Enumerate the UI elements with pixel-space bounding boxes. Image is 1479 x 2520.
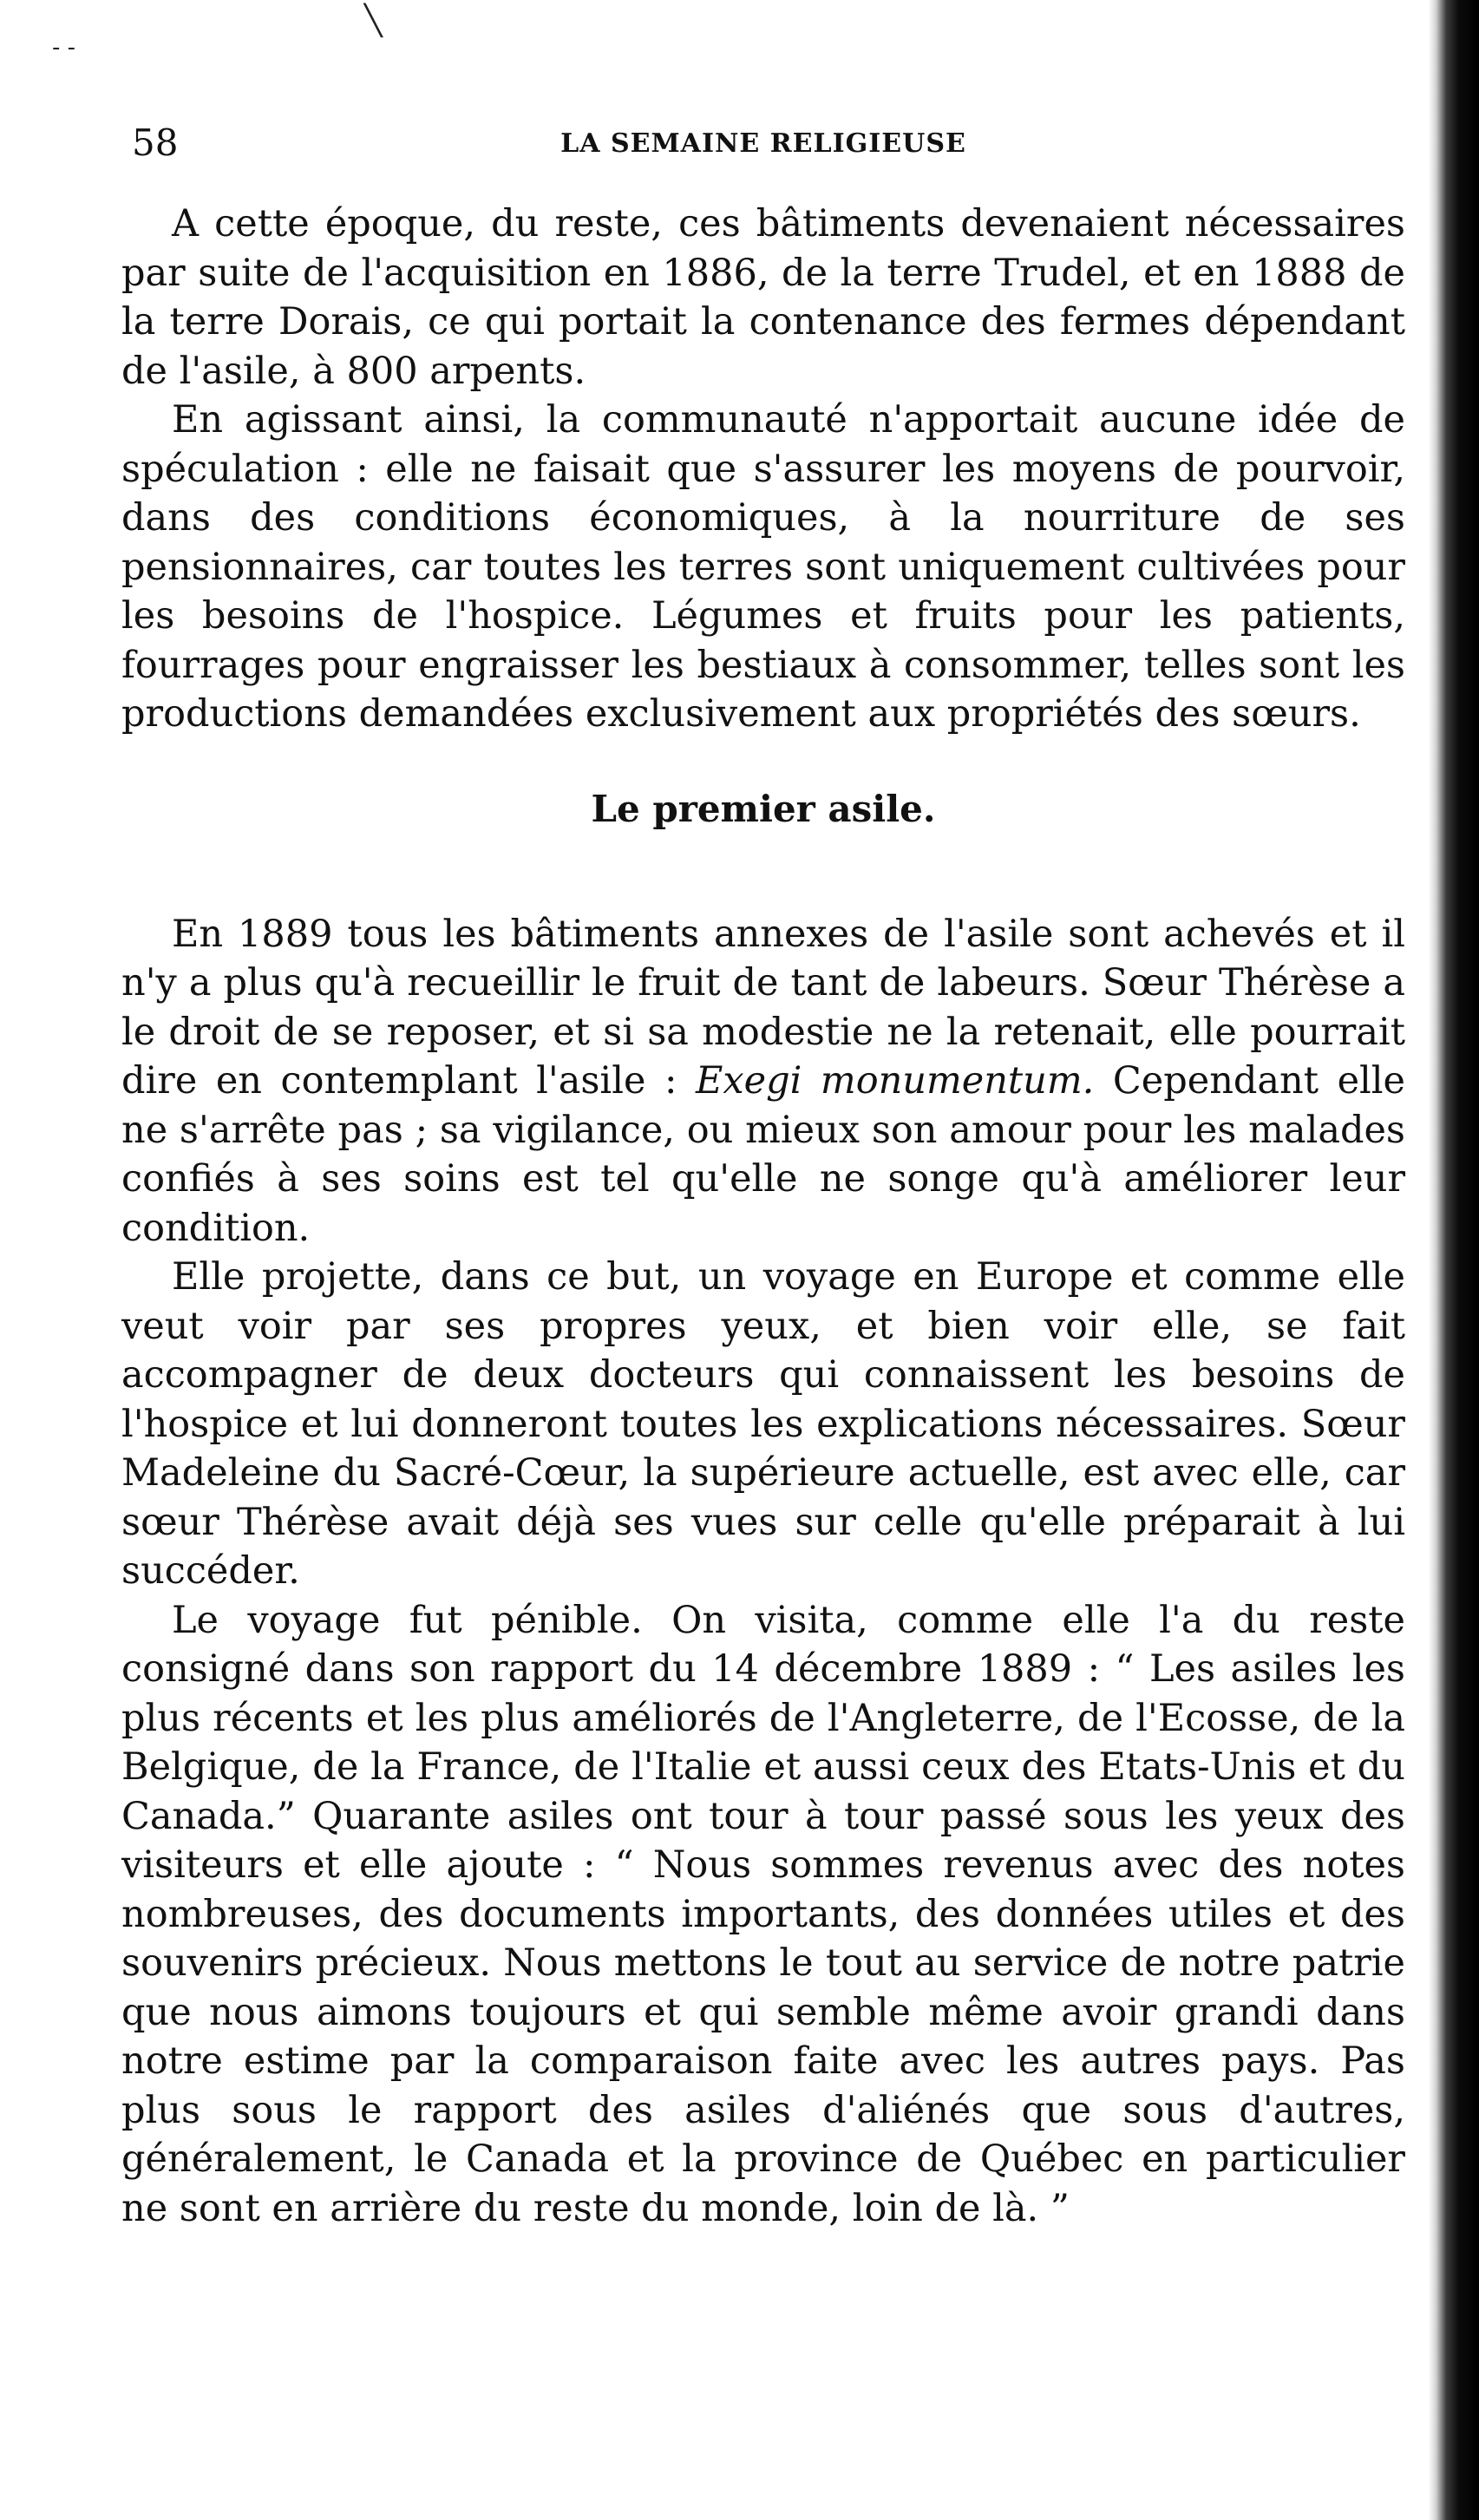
- paragraph: [121, 910, 1405, 1253]
- running-head: [121, 121, 1405, 182]
- latin-quote: Exegi monumentum.: [696, 1059, 1095, 1103]
- scan-dark-edge: [1429, 0, 1479, 2520]
- paragraph: En agissant ainsi, la communauté n'apportait aucune idée de spéculation : elle ne faisait que s'assurer les moyens de pourvoir, dans des conditions économiques, à la nourriture de ses pensionnaires, car toutes les terres sont uniquement cultivées pour les besoins de l'hospice. Légumes et fruits pour les patients, fourrages pour engraisser les bestiaux à consommer, telles sont les productions demandées exclusivement aux propriétés des sœurs.: [121, 398, 1405, 736]
- book-page: [121, 121, 1405, 2233]
- paragraph: Le voyage fut pénible. On visita, comme elle l'a du reste consigné dans son rapport du 14 décembre 1889 : “ Les asiles les plus récents et les plus améliorés de l'Angleterre, de l'Ecosse, de la Belgique, de la France, de l'Italie et aussi ceux des Etats-Unis et du Canada.” Quarante asiles ont tour à tour passé sous les yeux des visiteurs et elle ajoute : “ Nous sommes revenus avec des notes nombreuses, des documents importants, des données utiles et des souvenirs précieux. Nous mettons le tout au service de notre patrie que nous aimons toujours et qui semble même avoir grandi dans notre estime par la comparaison faite avec les autres pays. Pas plus sous le rapport des asiles d'aliénés que sous d'autres, généralement, le Canada et la province de Québec en particulier ne sont en arrière du reste du monde, loin de là. ”: [121, 1598, 1405, 2230]
- paragraph: A cette époque, du reste, ces bâtiments devenaient nécessaires par suite de l'acquisition en 1886, de la terre Trudel, et en 1888 de la terre Dorais, ce qui portait la contenance des fermes dépendant de l'asile, à 800 arpents.: [121, 202, 1405, 393]
- page-number: 58: [132, 121, 179, 164]
- running-title: LA SEMAINE RELIGIEUSE: [560, 128, 966, 159]
- paragraph-text: En 1889 tous les bâtiments annexes de l'asile sont achevés et il n'y a plus qu'à recueillir le fruit de tant de labeurs. Sœur Thérèse a le droit de se reposer, et si sa modestie ne la retenait, elle pourrait dire en contemplant l'asile :: [121, 912, 1405, 1103]
- scan-mark: ╲: [364, 3, 383, 38]
- section-title: Le premier asile.: [591, 787, 936, 830]
- paragraph: Elle projette, dans ce but, un voyage en Europe et comme elle veut voir par ses propres yeux, et bien voir elle, se fait accompagner de deux docteurs qui connaissent les besoins de l'hospice et lui donneront toutes les explications nécessaires. Sœur Madeleine du Sacré-Cœur, la supérieure actuelle, est avec elle, car sœur Thérèse avait déjà ses vues sur celle qu'elle préparait à lui succéder.: [121, 1255, 1405, 1593]
- scan-mark: ‐ ‐: [52, 35, 76, 61]
- paragraph-text: Cependant elle ne s'arrête pas ; sa vigilance, ou mieux son amour pour les malades confiés à ses soins est tel qu'elle ne songe qu'à améliorer leur condition.: [121, 1059, 1405, 1250]
